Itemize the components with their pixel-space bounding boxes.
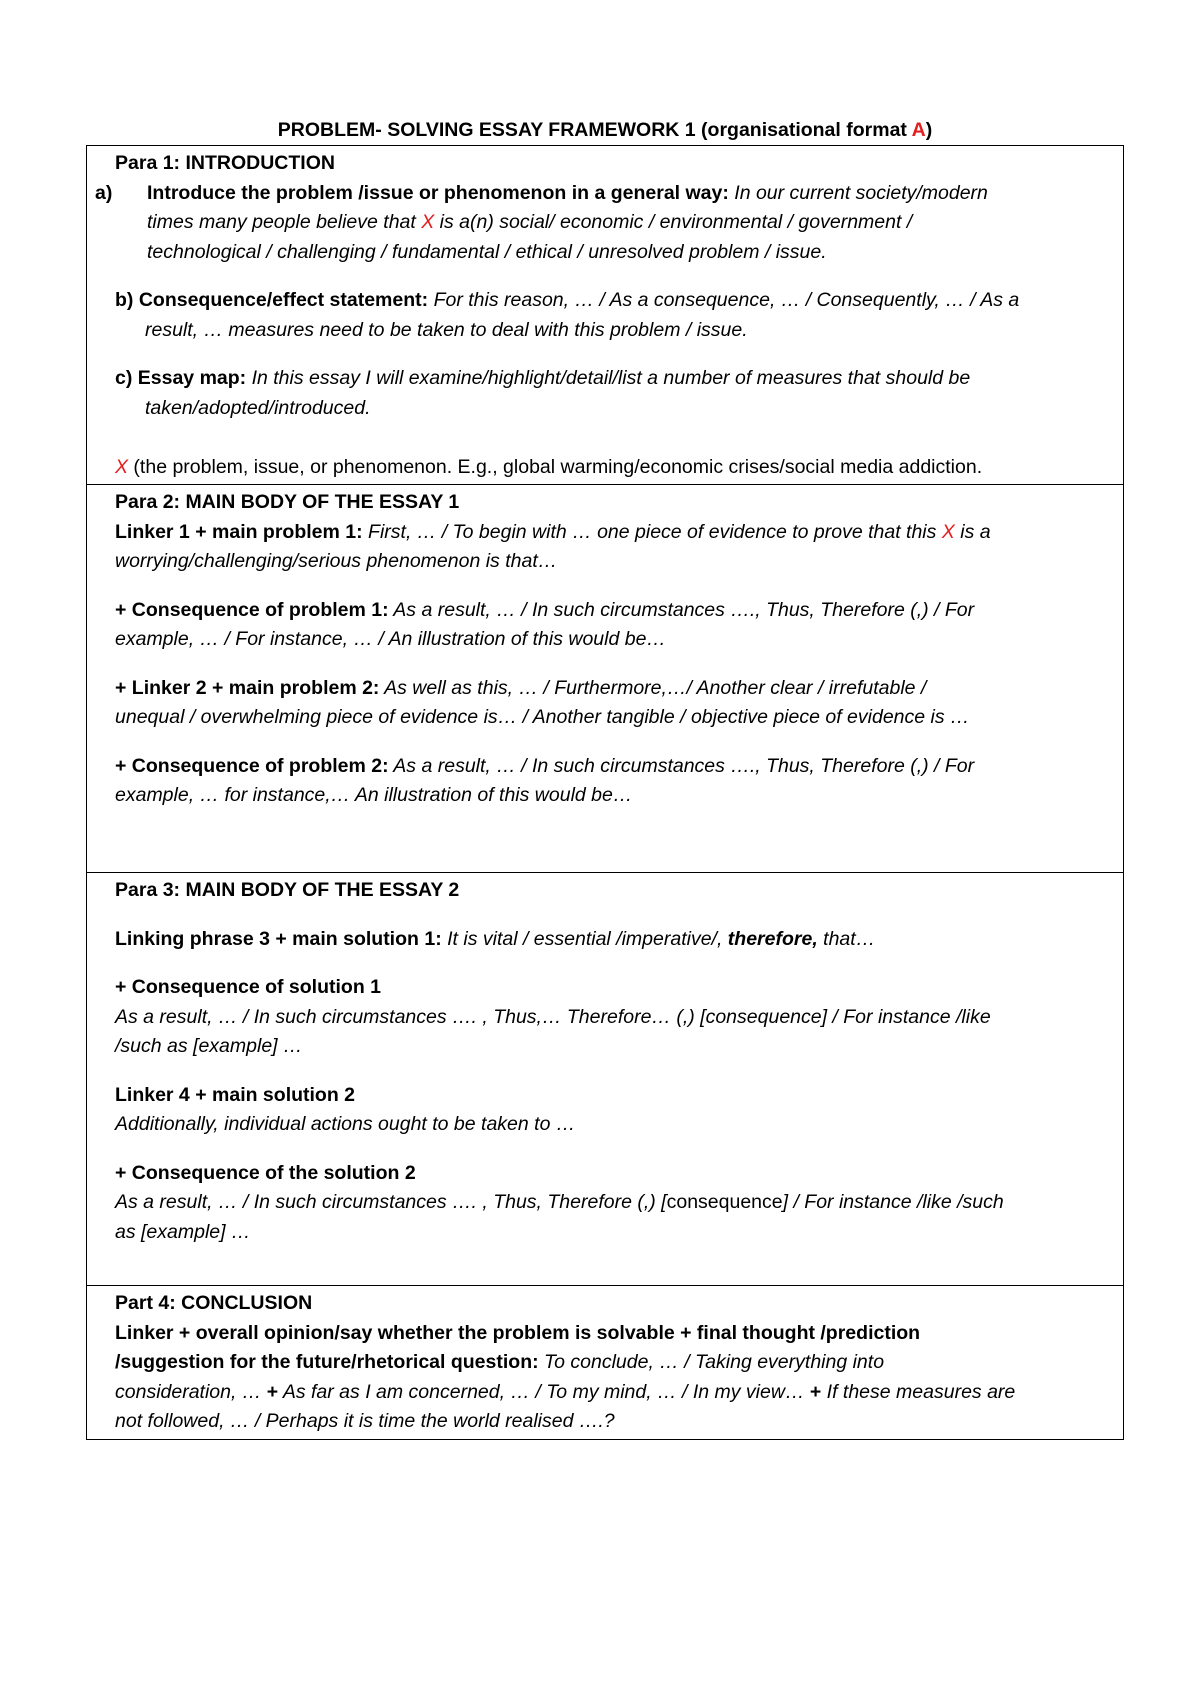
item-text: To conclude, … / Taking everything into <box>538 1351 885 1373</box>
x-note <box>115 453 1113 483</box>
item-text: times many people believe that <box>147 211 422 233</box>
section-conclusion <box>87 1285 1123 1439</box>
item-label: /suggestion for the future/rhetorical question: <box>115 1351 539 1373</box>
item-label: Introduce the problem /issue or phenomenon in a general way: <box>147 181 729 204</box>
problem-x-marker: X <box>421 211 435 233</box>
title-format-text: organisational format <box>707 119 912 141</box>
section-heading: Para 2: MAIN BODY OF THE ESSAY 1 <box>115 491 460 513</box>
section-heading: Para 1: INTRODUCTION <box>115 152 335 174</box>
item-label: + Consequence of problem 2: <box>115 754 389 777</box>
item-text: consideration, … <box>115 1380 267 1403</box>
item-text: As a result, … / In such circumstances …. , Thus, Therefore (,) [ <box>115 1191 667 1213</box>
item-text: as [example] … <box>115 1220 251 1243</box>
section-introduction <box>87 146 1123 484</box>
item-text: It is vital / essential /imperative/, <box>441 927 728 950</box>
list-marker: b) <box>115 289 134 311</box>
item-text: worrying/challenging/serious phenomenon is that… <box>115 550 558 572</box>
title-close-paren: ) <box>925 119 933 141</box>
page-title <box>86 118 1124 142</box>
item-text: example, … / For instance, … / An illustration of this would be… <box>115 628 666 650</box>
list-item-a <box>95 179 1113 268</box>
item-text: that… <box>817 927 876 950</box>
framework-table <box>86 145 1124 1440</box>
item-text: As a result, … / In such circumstances …. , Thus,… Therefore… (,) [consequence] / For instance /like <box>115 1005 991 1028</box>
item-text: not followed, … / Perhaps it is time the world realised ….? <box>115 1410 615 1432</box>
item-label: Linking phrase 3 + main solution 1: <box>115 927 442 950</box>
item-text: Additionally, individual actions ought to be taken to … <box>115 1113 576 1135</box>
item-text: example, … for instance,… An illustration of this would be… <box>115 784 633 806</box>
item-text: As well as this, … / Furthermore,…/ Another clear / irrefutable / <box>379 676 927 699</box>
item-text: unequal / overwhelming piece of evidence is… / Another tangible / objective piece of evidence is … <box>115 706 970 728</box>
problem-x-marker: X <box>115 455 129 478</box>
item-label: Essay map: <box>132 367 247 389</box>
item-label: + Consequence of problem 1: <box>115 598 389 621</box>
list-marker: a) <box>95 181 113 204</box>
item-label: + Consequence of solution 1 <box>115 976 381 998</box>
x-note-text: (the problem, issue, or phenomenon. E.g., global warming/economic crises/social media addiction. <box>128 455 983 478</box>
plus-sign: + <box>266 1380 279 1403</box>
item-text: is a <box>954 520 991 543</box>
list-marker: c) <box>115 367 133 389</box>
item-label: Linker 1 + main problem 1: <box>115 520 363 543</box>
plus-sign: + <box>809 1380 822 1403</box>
item-text: /such as [example] … <box>115 1035 303 1057</box>
list-item-b <box>115 286 1113 345</box>
item-label: Linker + overall opinion/say whether the problem is solvable + final thought /prediction <box>115 1321 921 1344</box>
item-text: For this reason, … / As a consequence, … / Consequently, … / As a <box>428 289 1020 311</box>
item-text: As a result, … / In such circumstances …., Thus, Therefore (,) / For <box>388 598 975 621</box>
item-text: ] / For instance /like /such <box>782 1191 1004 1213</box>
item-text: In our current society/modern <box>728 181 988 204</box>
item-text-plain: consequence <box>666 1191 783 1213</box>
section-main-body-2 <box>87 872 1123 1285</box>
item-text: If these measures are <box>821 1380 1016 1403</box>
item-text: technological / challenging / fundamental / ethical / unresolved problem / issue. <box>147 240 827 263</box>
item-label: Linker 4 + main solution 2 <box>115 1083 356 1106</box>
item-text: First, … / To begin with … one piece of evidence to prove that this <box>362 520 942 543</box>
item-text: As far as I am concerned, … / To my mind, … / In my view… <box>278 1380 810 1403</box>
item-text: result, … measures need to be taken to deal with this problem / issue. <box>145 318 748 341</box>
section-heading: Para 3: MAIN BODY OF THE ESSAY 2 <box>115 879 460 901</box>
item-text-bold: therefore, <box>727 927 818 950</box>
item-text: is a(n) social/ economic / environmental / government / <box>434 211 913 233</box>
item-label: + Consequence of the solution 2 <box>115 1161 416 1184</box>
list-item-c <box>115 364 1113 423</box>
item-text: In this essay I will examine/highlight/detail/list a number of measures that should be <box>246 367 971 389</box>
section-main-body-1 <box>87 484 1123 872</box>
problem-x-marker: X <box>941 520 955 543</box>
section-heading: Part 4: CONCLUSION <box>115 1292 313 1314</box>
item-text: taken/adopted/introduced. <box>145 396 371 419</box>
item-text: As a result, … / In such circumstances …., Thus, Therefore (,) / For <box>388 754 975 777</box>
item-label: + Linker 2 + main problem 2: <box>115 676 380 699</box>
title-text: PROBLEM- SOLVING ESSAY FRAMEWORK 1 ( <box>277 119 708 141</box>
item-label: Consequence/effect statement: <box>133 289 429 311</box>
title-format-letter: A <box>911 119 926 141</box>
